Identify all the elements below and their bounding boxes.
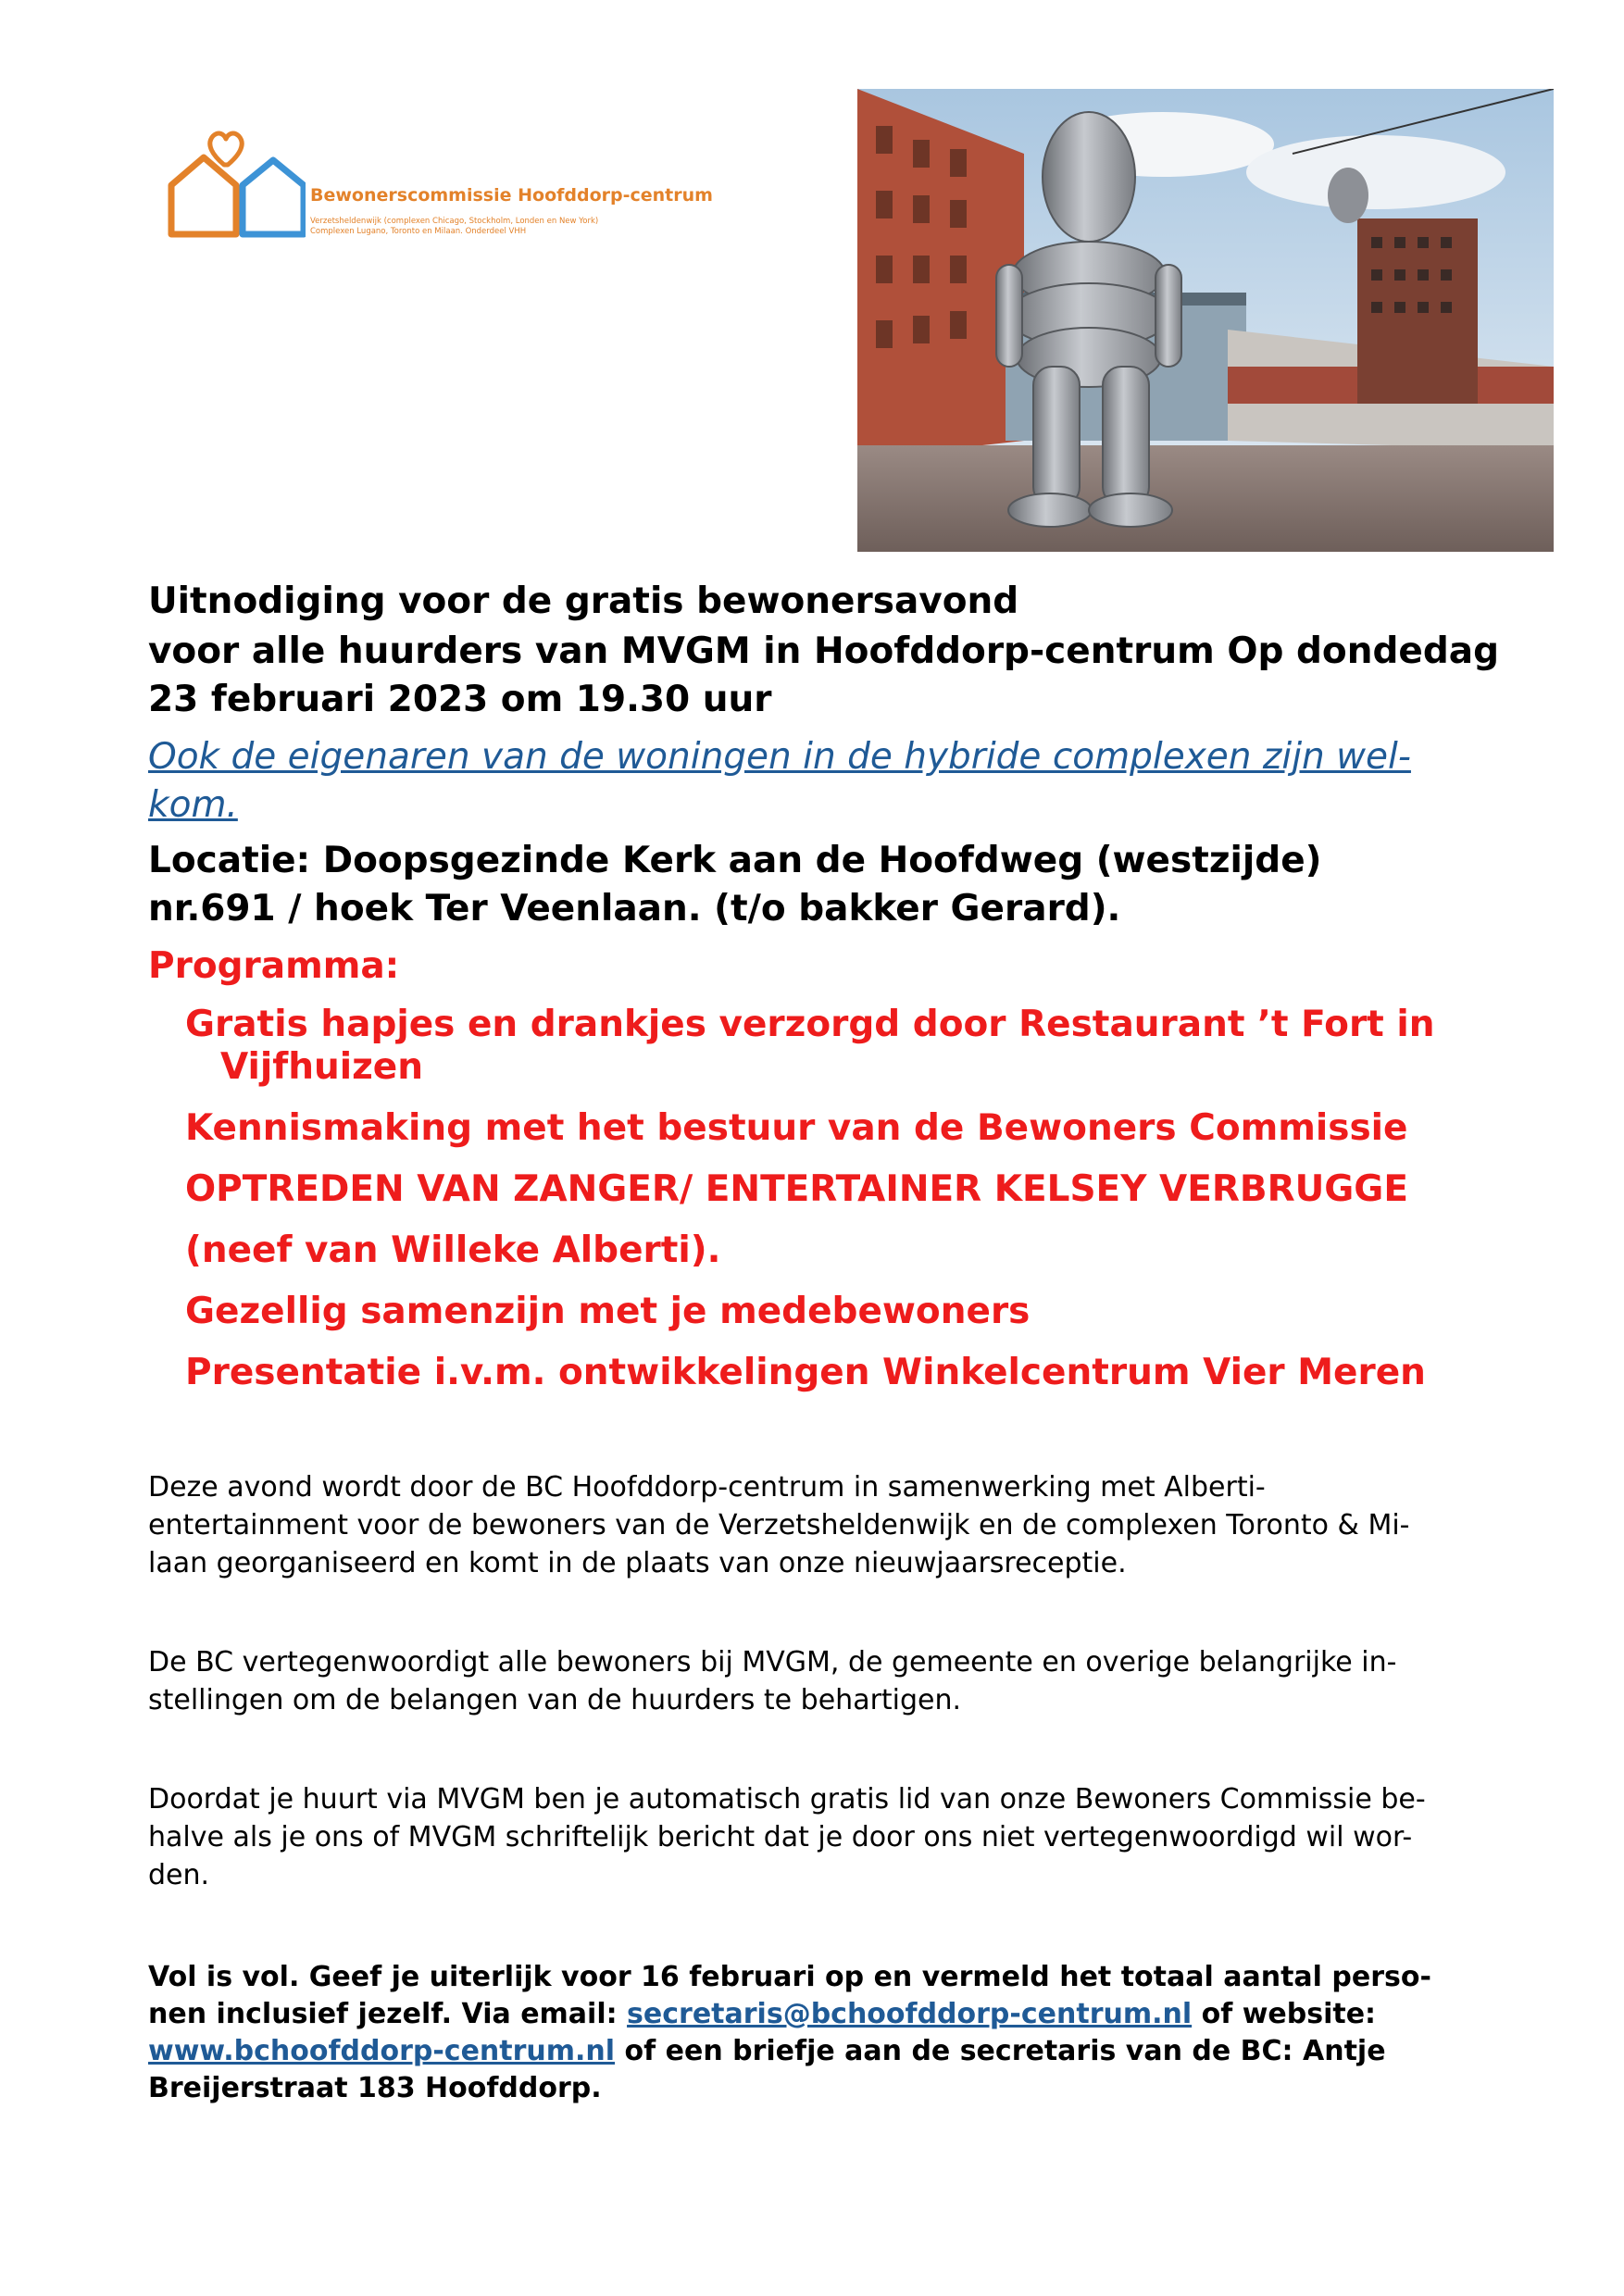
registration-line: Vol is vol. Geef je uiterlijk voor 16 februari op en vermeld het totaal aantal perso-: [148, 1961, 1431, 1993]
paragraph-line: entertainment voor de bewoners van de Verzetsheldenwijk en de complexen Toronto & Mi-: [148, 1509, 1410, 1541]
owners-welcome: [148, 733, 1593, 830]
registration-info: [148, 1959, 1593, 2107]
invitation-date: 23 februari 2023 om 19.30 uur: [148, 679, 772, 720]
invitation-title: Uitnodiging voor de gratis bewonersavond: [148, 580, 1019, 622]
location-line: Locatie: Doopsgezinde Kerk aan de Hoofdweg (westzijde): [148, 840, 1322, 881]
paragraph-line: De BC vertegenwoordigt alle bewoners bij MVGM, de gemeente en overige belangrijke in-: [148, 1646, 1397, 1678]
program-item: Gezellig samenzijn met je medebewoners: [185, 1291, 1031, 1332]
statue-photo: [857, 89, 1554, 552]
program-item: Presentatie i.v.m. ontwikkelingen Winkelcentrum Vier Meren: [185, 1352, 1426, 1393]
paragraph-line: Deze avond wordt door de BC Hoofddorp-centrum in samenwerking met Alberti-: [148, 1471, 1266, 1504]
paragraph-line: Doordat je huurt via MVGM ben je automatisch gratis lid van onze Bewoners Commissie be-: [148, 1783, 1426, 1816]
statue-photo-image: [857, 89, 1554, 552]
paragraph-line: halve als je ons of MVGM schriftelijk bericht dat je door ons niet vertegenwoordigd wil wor-: [148, 1821, 1413, 1853]
location-line: nr.691 / hoek Ter Veenlaan. (t/o bakker Gerard).: [148, 888, 1121, 930]
paragraph-line: laan georganiseerd en komt in de plaats van onze nieuwjaarsreceptie.: [148, 1547, 1127, 1579]
owners-welcome-line: kom.: [148, 784, 238, 826]
email-link[interactable]: secretaris@bchoofddorp-centrum.nl: [627, 1998, 1193, 2030]
houses-heart-icon: [167, 128, 306, 248]
program-item-line: Vijfhuizen: [220, 1046, 424, 1088]
invitation-audience: voor alle huurders van MVGM in Hoofddorp-centrum Op dondedag: [148, 630, 1499, 672]
paragraph-line: stellingen om de belangen van de huurders te behartigen.: [148, 1684, 962, 1716]
program-item: (neef van Willeke Alberti).: [185, 1229, 721, 1271]
logo-subtitle-line: Verzetsheldenwijk (complexen Chicago, Stockholm, Londen en New York): [310, 217, 599, 226]
paragraph-organisation: [148, 1468, 1593, 1582]
program-item-line: Gratis hapjes en drankjes verzorgd door Restaurant ’t Fort in: [185, 1004, 1435, 1045]
registration-text: nen inclusief jezelf. Via email:: [148, 1998, 628, 2030]
logo-subtitle: [310, 217, 598, 237]
program-title: Programma:: [148, 945, 400, 987]
paragraph-line: den.: [148, 1859, 210, 1891]
logo-subtitle-line: Complexen Lugano, Toronto en Milaan. Onderdeel VHH: [310, 227, 527, 236]
registration-text: of website:: [1192, 1998, 1377, 2030]
program-list: [148, 1004, 1593, 1394]
logo-title: Bewonerscommissie Hoofddorp-centrum: [310, 185, 713, 206]
document-body: [148, 576, 1593, 2107]
program-item: OPTREDEN VAN ZANGER/ ENTERTAINER KELSEY VERBRUGGE: [185, 1168, 1408, 1210]
paragraph-representation: [148, 1643, 1593, 1719]
registration-line: [148, 2033, 1593, 2070]
logo: [167, 128, 713, 248]
paragraph-membership: [148, 1780, 1593, 1894]
program-item: Kennismaking met het bestuur van de Bewoners Commissie: [185, 1107, 1408, 1149]
program-item: [148, 1004, 1593, 1089]
registration-line: [148, 1996, 1593, 2033]
website-link[interactable]: www.bchoofddorp-centrum.nl: [148, 2035, 616, 2067]
location: [148, 837, 1593, 933]
owners-welcome-line: Ook de eigenaren van de woningen in de hybride complexen zijn wel-: [148, 736, 1411, 778]
registration-text: of een briefje aan de secretaris van de BC: Antje: [615, 2035, 1386, 2067]
registration-line: Breijerstraat 183 Hoofddorp.: [148, 2072, 602, 2104]
